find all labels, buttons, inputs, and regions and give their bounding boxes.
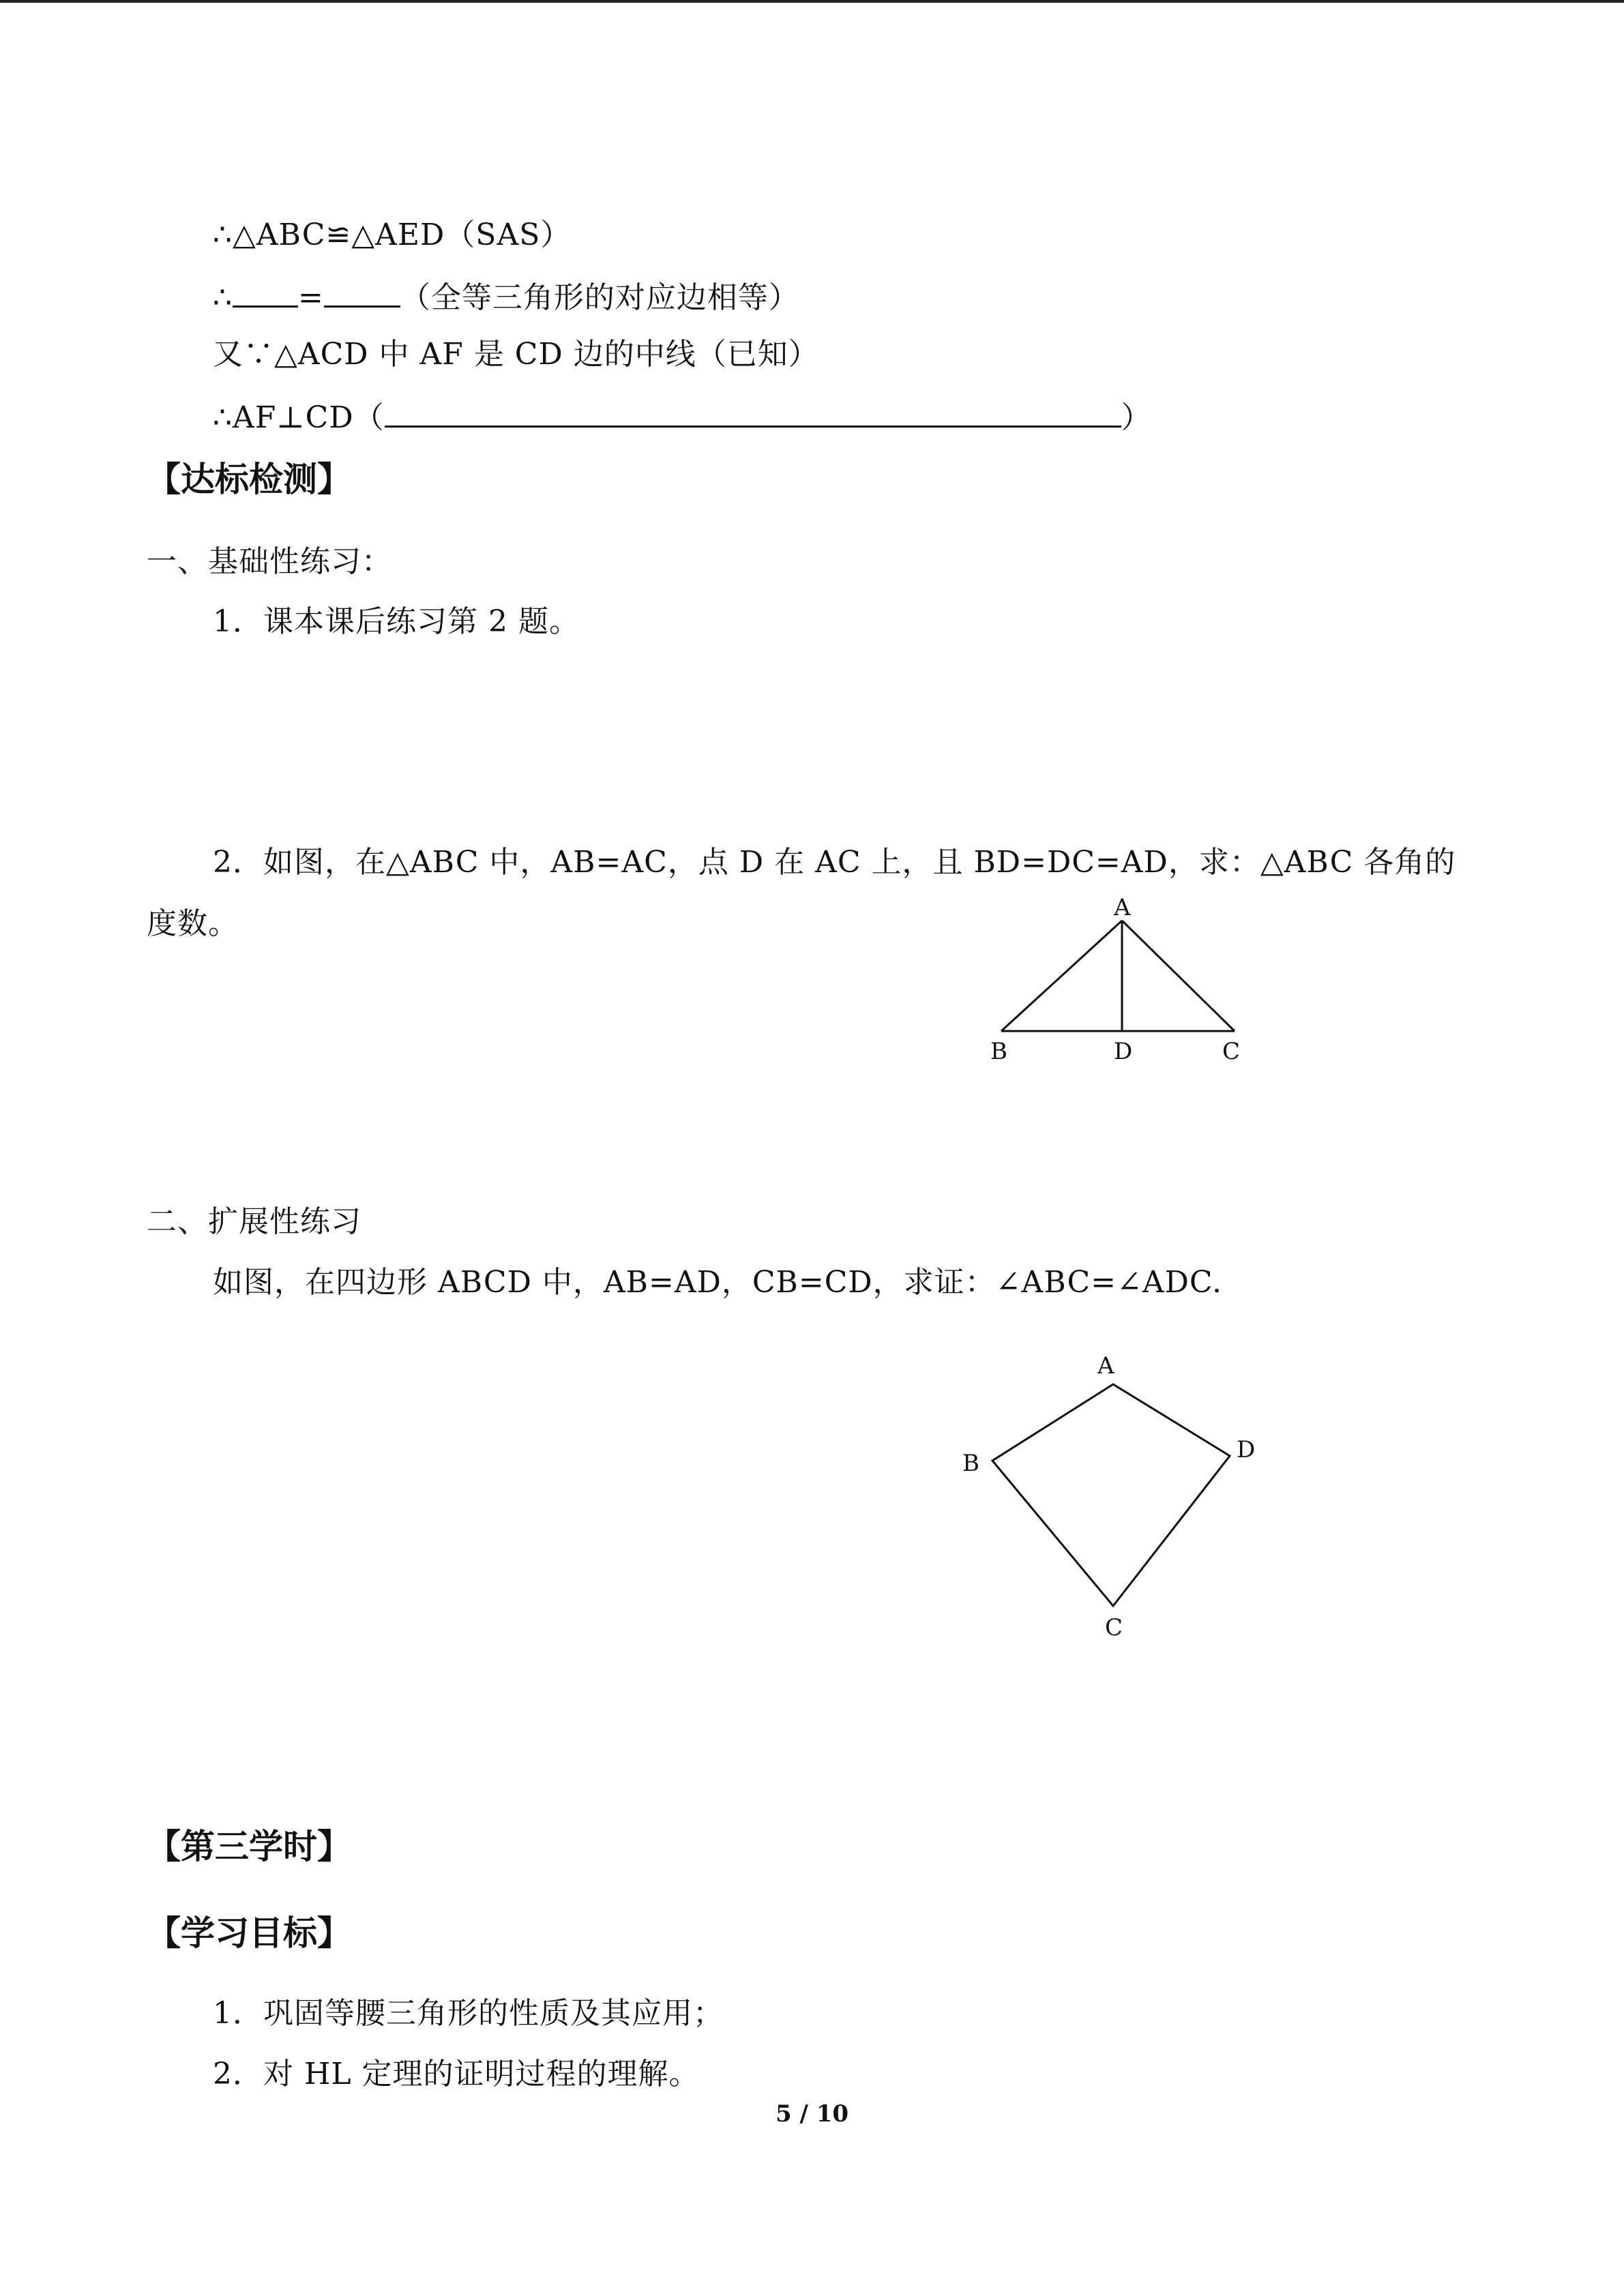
label-c: C (1105, 1614, 1123, 1641)
label-c: C (1222, 1038, 1241, 1065)
proof-line-median: 又∵△ACD 中 AF 是 CD 边的中线（已知） (213, 337, 819, 372)
closing-paren: ） (1121, 400, 1152, 435)
section-heading-check: 【达标检测】 (147, 460, 351, 499)
question-3: 如图，在四边形 ABCD 中，AB=AD，CB=CD，求证：∠ABC=∠ADC. (213, 1265, 1223, 1300)
segment-ac (1122, 921, 1235, 1031)
label-b: B (990, 1038, 1007, 1065)
label-d: D (1237, 1436, 1256, 1463)
quadrilateral-figure (951, 1354, 1272, 1647)
question-2-line-2: 度数。 (147, 906, 239, 941)
question-1: 1．课本课后练习第 2 题。 (213, 604, 580, 639)
question-2-line-1: 2．如图，在△ABC 中，AB=AC，点 D 在 AC 上，且 BD=DC=AD，求：△ABC 各角的 (213, 845, 1456, 880)
answer-blank-2[interactable] (324, 274, 400, 308)
label-a: A (1114, 894, 1131, 921)
therefore-symbol: ∴ (213, 280, 233, 315)
label-d: D (1114, 1038, 1133, 1065)
proof-reason: （全等三角形的对应边相等） (400, 280, 799, 315)
perpendicular-statement: ∴AF⊥CD（ (213, 400, 385, 435)
triangle-figure (982, 886, 1269, 1081)
quadrilateral-abcd (992, 1384, 1230, 1606)
equals-sign: = (298, 280, 324, 315)
top-border-line (0, 0, 1624, 3)
goal-2: 2．对 HL 定理的证明过程的理解。 (213, 2057, 700, 2091)
label-b: B (962, 1450, 979, 1477)
goal-1: 1．巩固等腰三角形的性质及其应用； (213, 1996, 724, 2031)
answer-blank-1[interactable] (233, 274, 298, 308)
extended-practice-title: 二、扩展性练习 (147, 1204, 361, 1239)
label-a: A (1097, 1354, 1114, 1380)
proof-line-congruence: ∴△ABC≌△AED（SAS） (213, 218, 572, 252)
proof-line-equal-sides (213, 274, 799, 318)
page-number: 5 / 10 (775, 2100, 849, 2128)
section-heading-third-period: 【第三学时】 (147, 1827, 351, 1866)
section-heading-goals: 【学习目标】 (147, 1913, 351, 1953)
proof-line-perpendicular (213, 394, 1152, 438)
basic-practice-title: 一、基础性练习： (147, 544, 392, 579)
segment-ab (1001, 921, 1122, 1031)
answer-blank-reason[interactable] (385, 394, 1121, 428)
